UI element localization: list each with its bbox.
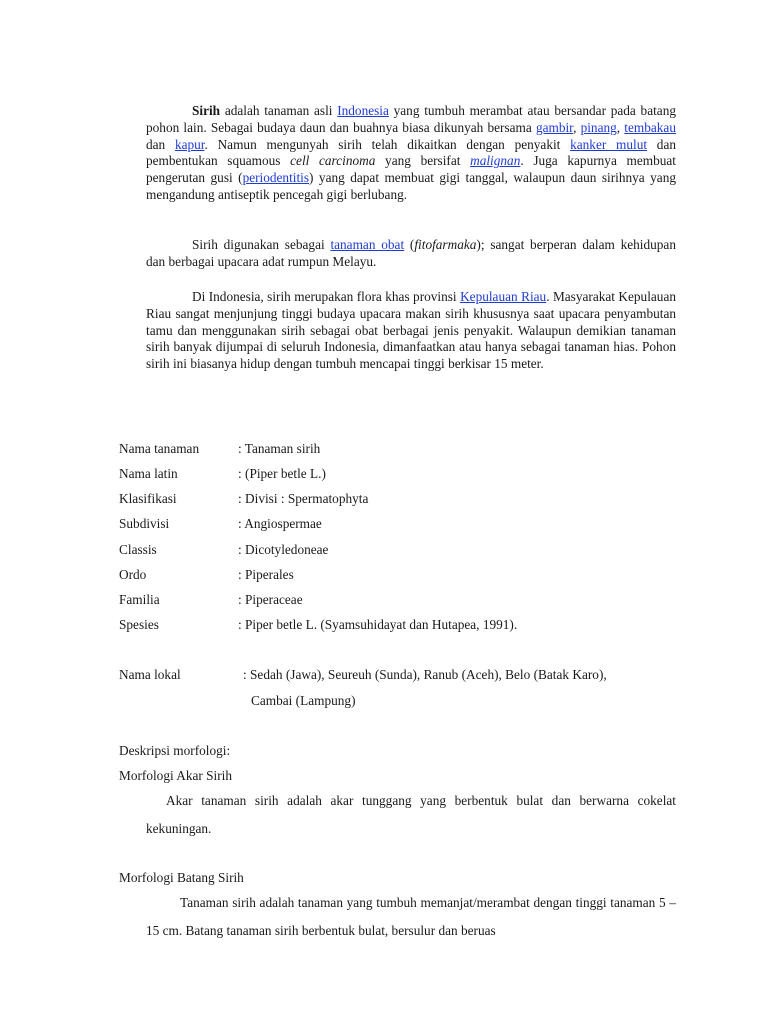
nama-lokal-value-cont: Cambai (Lampung) xyxy=(251,693,356,708)
taxonomy-key: Ordo xyxy=(119,567,147,582)
link-kepulauan-riau[interactable]: Kepulauan Riau xyxy=(460,289,547,304)
link-kapur[interactable]: kapur xyxy=(174,136,205,152)
batang-paragraph: Tanaman sirih adalah tanaman yang tumbuh memanjat/merambat dengan tinggi tanaman 5 – 15 cm. Batang tanaman sirih berbentuk bulat, bersulur dan beruas xyxy=(146,895,676,938)
link-pinang[interactable]: pinang xyxy=(580,119,617,135)
taxonomy-key: Nama latin xyxy=(119,466,178,481)
nama-lokal-value: : Sedah (Jawa), Seureuh (Sunda), Ranub (Aceh), Belo (Batak Karo), xyxy=(243,667,607,682)
taxonomy-key: Spesies xyxy=(119,617,159,632)
term-cell-carcinoma: cell carcinoma xyxy=(290,153,376,169)
taxonomy-value: : Piperaceae xyxy=(238,592,303,607)
link-tembakau[interactable]: tembakau xyxy=(624,119,676,135)
taxonomy-value: : Tanaman sirih xyxy=(238,441,321,456)
link-gambir[interactable]: gambir xyxy=(535,119,574,135)
taxonomy-value: : Piper betle L. (Syamsuhidayat dan Hutapea, 1991). xyxy=(238,617,518,632)
akar-heading: Morfologi Akar Sirih xyxy=(119,768,233,783)
taxonomy-key: Klasifikasi xyxy=(119,491,177,506)
batang-heading: Morfologi Batang Sirih xyxy=(119,870,244,885)
taxonomy-value: : Dicotyledoneae xyxy=(238,542,329,557)
term-sirih: Sirih xyxy=(192,103,221,118)
intro-paragraph-3: Di Indonesia, sirih merupakan flora khas provinsi Kepulauan Riau. Masyarakat Kepulauan Riau sangat menjunjung tinggi budaya upacara makan sirih khususnya saat upacara penyambutan tamu dan menggunakan sirih sebagai obat berbagai jenis penyakit. Walaupun demikian tanaman sirih banyak dijumpai di seluruh Indonesia, dimanfaatkan atau hanya sebagai tanaman hias. Pohon sirih ini biasanya hidup dengan tumbuh mencapai tinggi berkisar 15 meter. xyxy=(146,289,676,372)
intro-paragraph-1: Sirih adalah tanaman asli Indonesia yang tumbuh merambat atau bersandar pada batang pohon lain. Sebagai budaya daun dan buahnya biasa dikunyah bersama gambir, pinang, tembakau dan kapur. Namun mengunyah sirih telah dikaitkan dengan penyakit kanker mulut dan pembentukan squamous cell carcinoma yang bersifat malignan. Juga kapurnya membuat pengerutan gusi (periodentitis) yang dapat membuat gigi tanggal, walaupun daun sirihnya yang mengandung antiseptik pencegah gigi berlubang. xyxy=(146,103,677,202)
link-kanker-mulut[interactable]: kanker mulut xyxy=(570,136,648,152)
link-tanaman-obat[interactable]: tanaman obat xyxy=(330,237,405,252)
intro-paragraph-2: Sirih digunakan sebagai tanaman obat (fitofarmaka); sangat berperan dalam kehidupan dan berbagai upacara adat rumpun Melayu. xyxy=(146,237,676,269)
taxonomy-value: : Divisi : Spermatophyta xyxy=(238,491,369,506)
akar-paragraph: Akar tanaman sirih adalah akar tunggang yang berbentuk bulat dan berwarna cokelat kekuningan. xyxy=(146,793,676,836)
link-malignan[interactable]: malignan xyxy=(470,153,521,169)
nama-lokal-key: Nama lokal xyxy=(119,667,181,682)
term-fitofarmaka: fitofarmaka xyxy=(414,237,477,252)
taxonomy-key: Classis xyxy=(119,542,157,557)
taxonomy-value: : Piperales xyxy=(238,567,294,582)
link-indonesia[interactable]: Indonesia xyxy=(337,103,389,118)
taxonomy-key: Familia xyxy=(119,592,160,607)
taxonomy-key: Subdivisi xyxy=(119,516,170,531)
morfologi-heading: Deskripsi morfologi: xyxy=(119,743,231,758)
taxonomy-value: : Angiospermae xyxy=(238,516,322,531)
taxonomy-key: Nama tanaman xyxy=(119,441,200,456)
taxonomy-value: : (Piper betle L.) xyxy=(238,466,326,481)
link-periodentitis[interactable]: periodentitis xyxy=(242,170,310,186)
